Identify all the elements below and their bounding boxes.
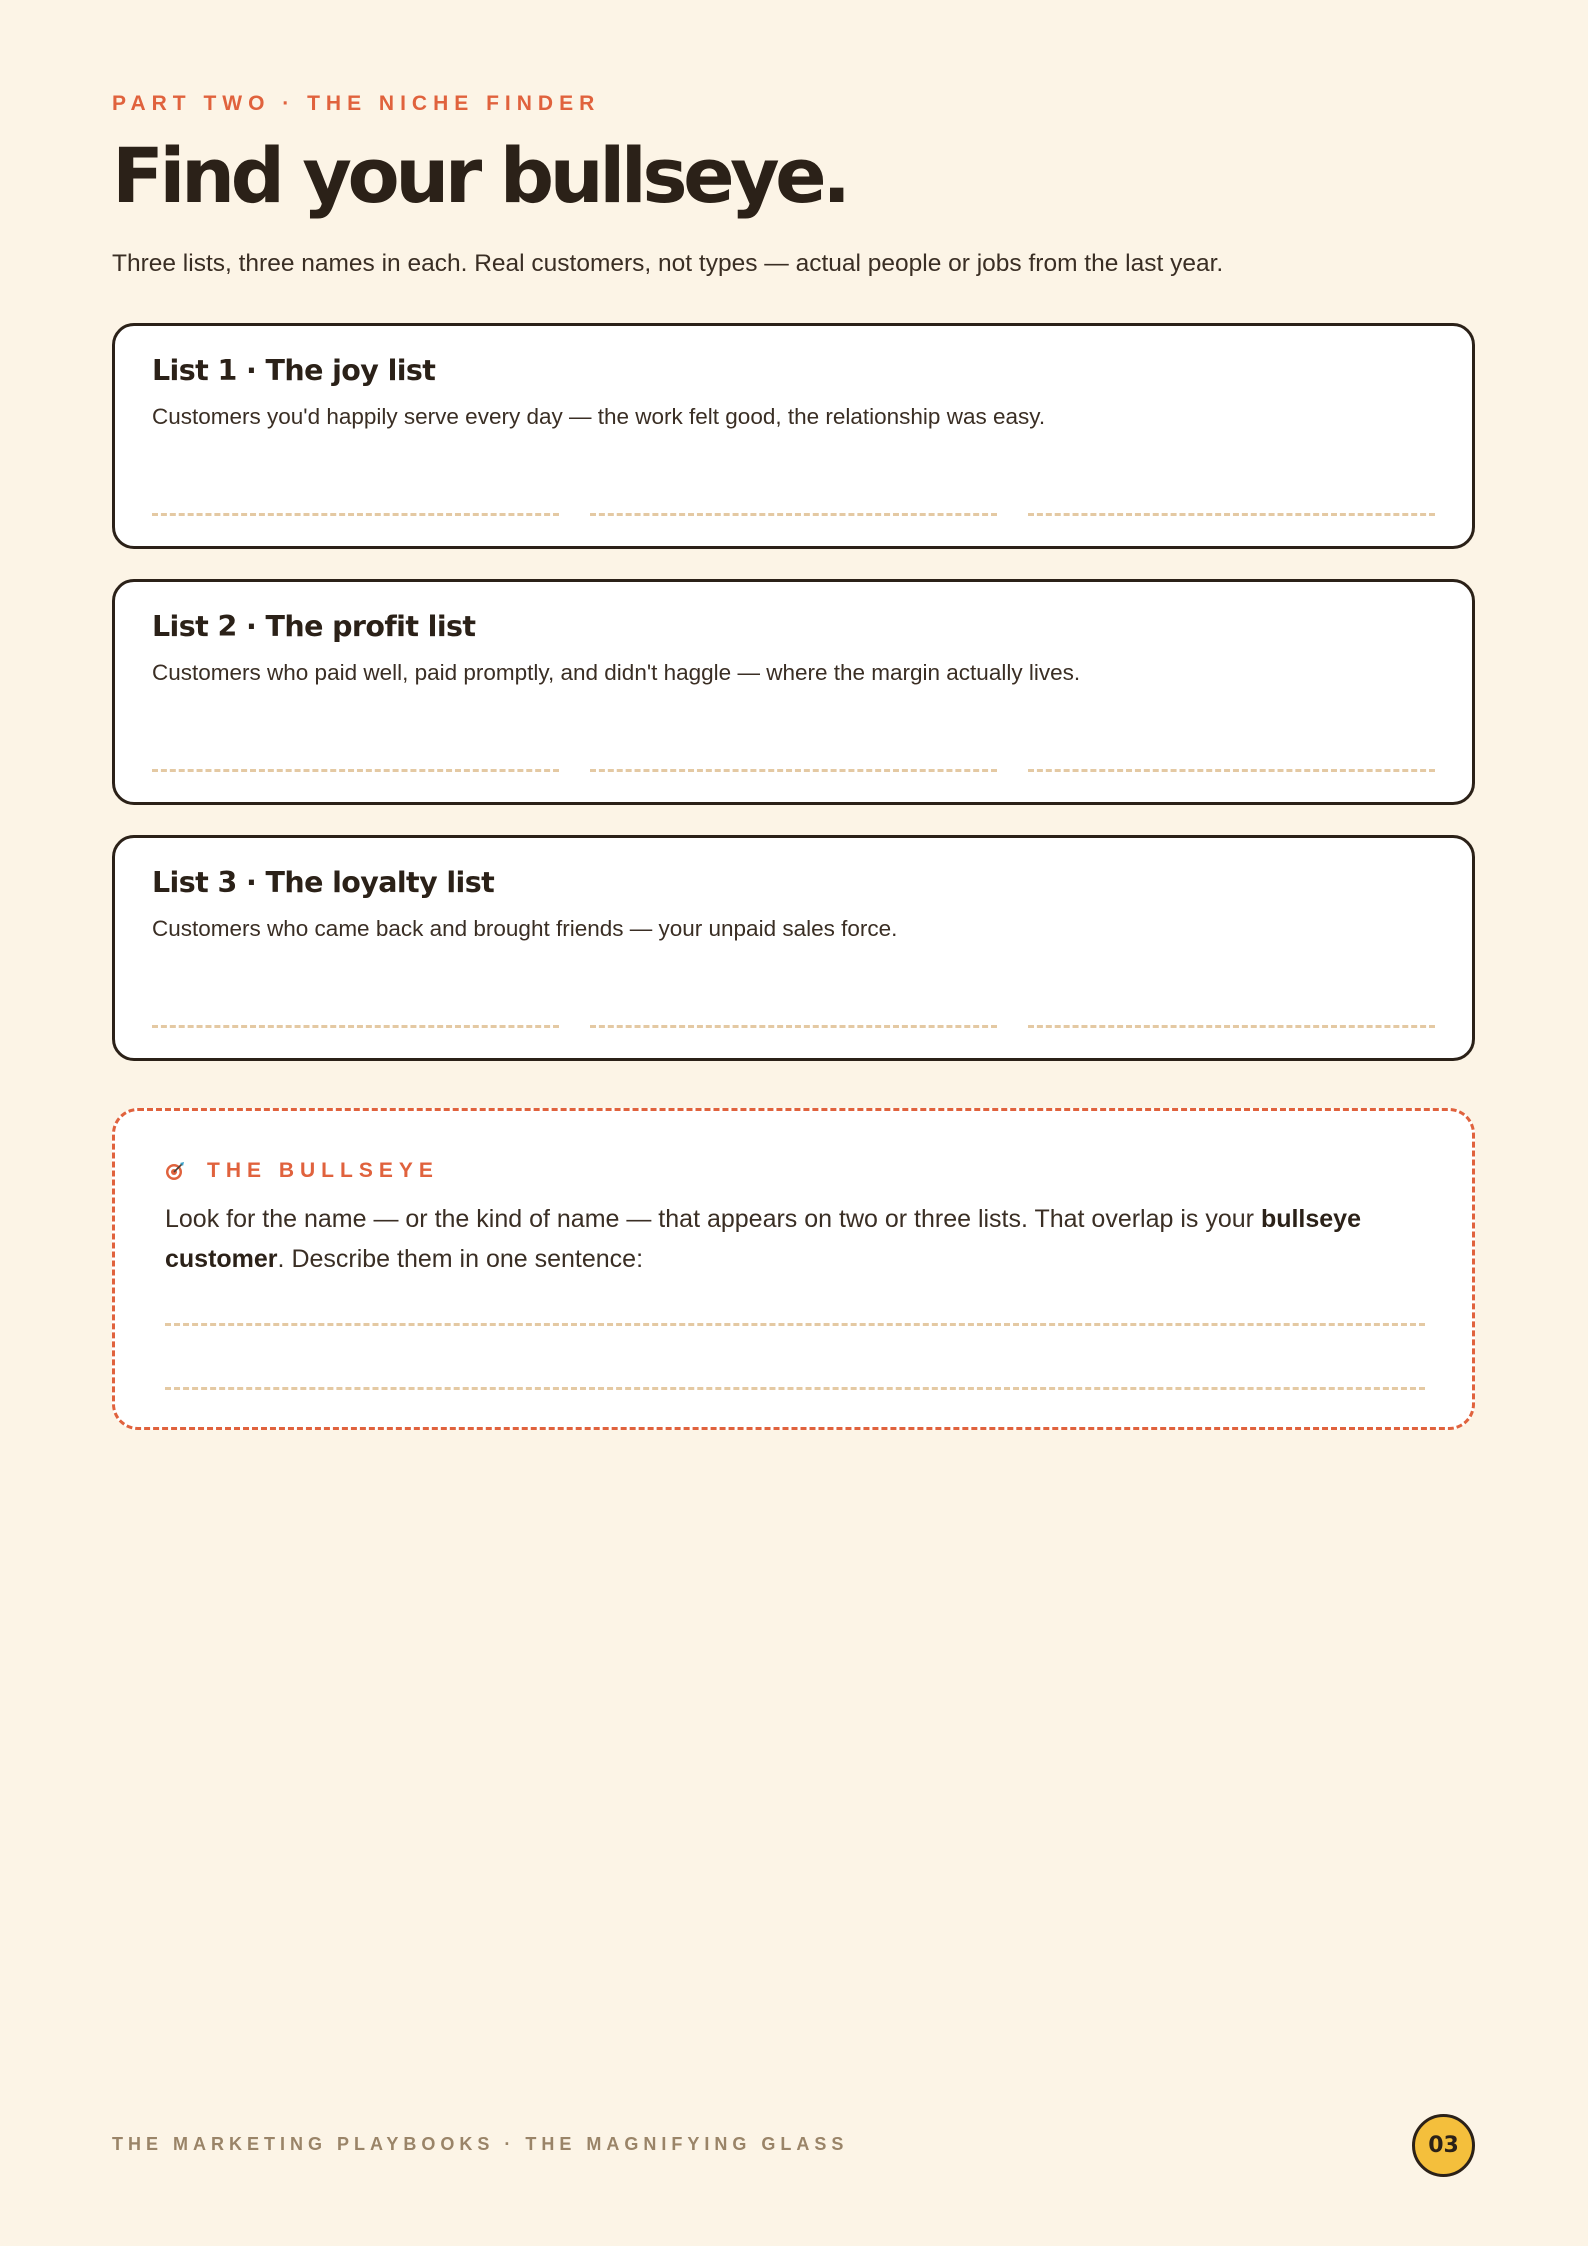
list-description: Customers you'd happily serve every day — the work felt good, the relationship was easy. (152, 404, 1046, 429)
page-title: Find your bullseye. (112, 131, 847, 220)
answer-line-2[interactable] (165, 1387, 1425, 1390)
name-blank-2[interactable] (590, 769, 997, 772)
name-blank-3[interactable] (1028, 513, 1435, 516)
list-card-joy (112, 323, 1475, 549)
bullseye-label: THE BULLSEYE (207, 1159, 439, 1182)
bullseye-text-after: . Describe them in one sentence: (277, 1245, 644, 1273)
name-blanks (152, 769, 1435, 772)
page-number-badge: 03 (1412, 2114, 1475, 2177)
name-blank-2[interactable] (590, 1025, 997, 1028)
bullseye-instructions (165, 1199, 1435, 1279)
target-icon (165, 1161, 185, 1181)
name-blank-1[interactable] (152, 769, 559, 772)
bullseye-text-before: Look for the name — or the kind of name — that appears on two or three lists. That overlap is your (165, 1205, 1261, 1233)
list-title: List 1 · The joy list (152, 354, 436, 387)
name-blank-2[interactable] (590, 513, 997, 516)
footer-text: THE MARKETING PLAYBOOKS · THE MAGNIFYING GLASS (112, 2134, 849, 2154)
list-description: Customers who paid well, paid promptly, and didn't haggle — where the margin actually lives. (152, 660, 1081, 685)
bullseye-callout (112, 1108, 1475, 1430)
intro-text: Three lists, three names in each. Real customers, not types — actual people or jobs from the last year. (112, 250, 1224, 277)
list-card-profit (112, 579, 1475, 805)
list-card-loyalty (112, 835, 1475, 1061)
name-blanks (152, 1025, 1435, 1028)
name-blank-3[interactable] (1028, 1025, 1435, 1028)
bullseye-text-bold: bullseye customer (165, 1205, 1361, 1273)
name-blanks (152, 513, 1435, 516)
worksheet-page (112, 0, 1475, 2246)
section-eyebrow: PART TWO · THE NICHE FINDER (112, 92, 601, 115)
answer-line-1[interactable] (165, 1323, 1425, 1326)
name-blank-1[interactable] (152, 513, 559, 516)
list-description: Customers who came back and brought friends — your unpaid sales force. (152, 916, 898, 941)
list-title: List 3 · The loyalty list (152, 866, 495, 899)
list-title: List 2 · The profit list (152, 610, 476, 643)
name-blank-3[interactable] (1028, 769, 1435, 772)
name-blank-1[interactable] (152, 1025, 559, 1028)
